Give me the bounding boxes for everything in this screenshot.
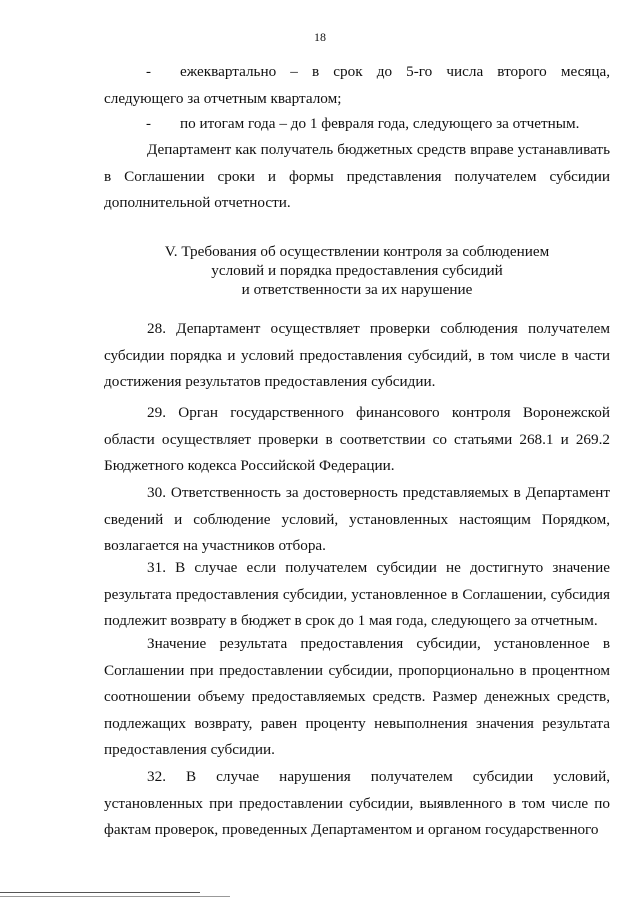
section-heading-line-1: V. Требования об осуществлении контроля за соблюдением bbox=[164, 243, 550, 260]
paragraph-28: 28. Департамент осуществляет проверки соблюдения получателем субсидии порядка и условий предоставления субсидий, в том числе в части достижения результатов предоставления субсидии. bbox=[104, 320, 610, 390]
paragraph-31-continued: Значение результата предоставления субсидии, установленное в Соглашении при предоставлении субсидии, пропорционально в процентном соотношении объему предоставляемых средств. Размер денежных средств, подлежащих возврату, равен проценту невыполнения значения результата предоставления субсидии. bbox=[104, 635, 610, 758]
section-heading bbox=[104, 242, 610, 299]
paragraph-reporting: Департамент как получатель бюджетных средств вправе устанавливать в Соглашении сроки и формы представления получателем субсидии дополнительной отчетности. bbox=[104, 141, 610, 211]
bullet-item-annual: по итогам года – до 1 февраля года, следующего за отчетным. bbox=[180, 115, 580, 132]
section-heading-line-2: условий и порядка предоставления субсидий bbox=[211, 262, 503, 279]
paragraph-29: 29. Орган государственного финансового контроля Воронежской области осуществляет проверки в соответствии со статьями 268.1 и 269.2 Бюджетного кодекса Российской Федерации. bbox=[104, 404, 610, 474]
footer-rule bbox=[0, 892, 200, 893]
bullet-dash-2: - bbox=[146, 116, 151, 132]
paragraph-32: 32. В случае нарушения получателем субсидии условий, установленных при предоставлении субсидии, выявленного в том числе по фактам проверок, проведенных Департаментом и органом государственного bbox=[104, 768, 610, 838]
bullet-dash-1: - bbox=[146, 64, 151, 80]
paragraph-31: 31. В случае если получателем субсидии не достигнуто значение результата предоставления субсидии, установленное в Соглашении, субсидия подлежит возврату в бюджет в срок до 1 мая года, следующего за отчетным. bbox=[104, 559, 610, 629]
page-number: 18 bbox=[314, 30, 326, 44]
bullet-item-quarterly: ежеквартально – в срок до 5-го числа второго месяца, следующего за отчетным кварталом; bbox=[104, 63, 610, 107]
section-heading-line-3: и ответственности за их нарушение bbox=[241, 281, 473, 298]
paragraph-30: 30. Ответственность за достоверность представляемых в Департамент сведений и соблюдение условий, установленных настоящим Порядком, возлагается на участников отбора. bbox=[104, 484, 610, 554]
footer-rule-secondary bbox=[0, 896, 230, 897]
